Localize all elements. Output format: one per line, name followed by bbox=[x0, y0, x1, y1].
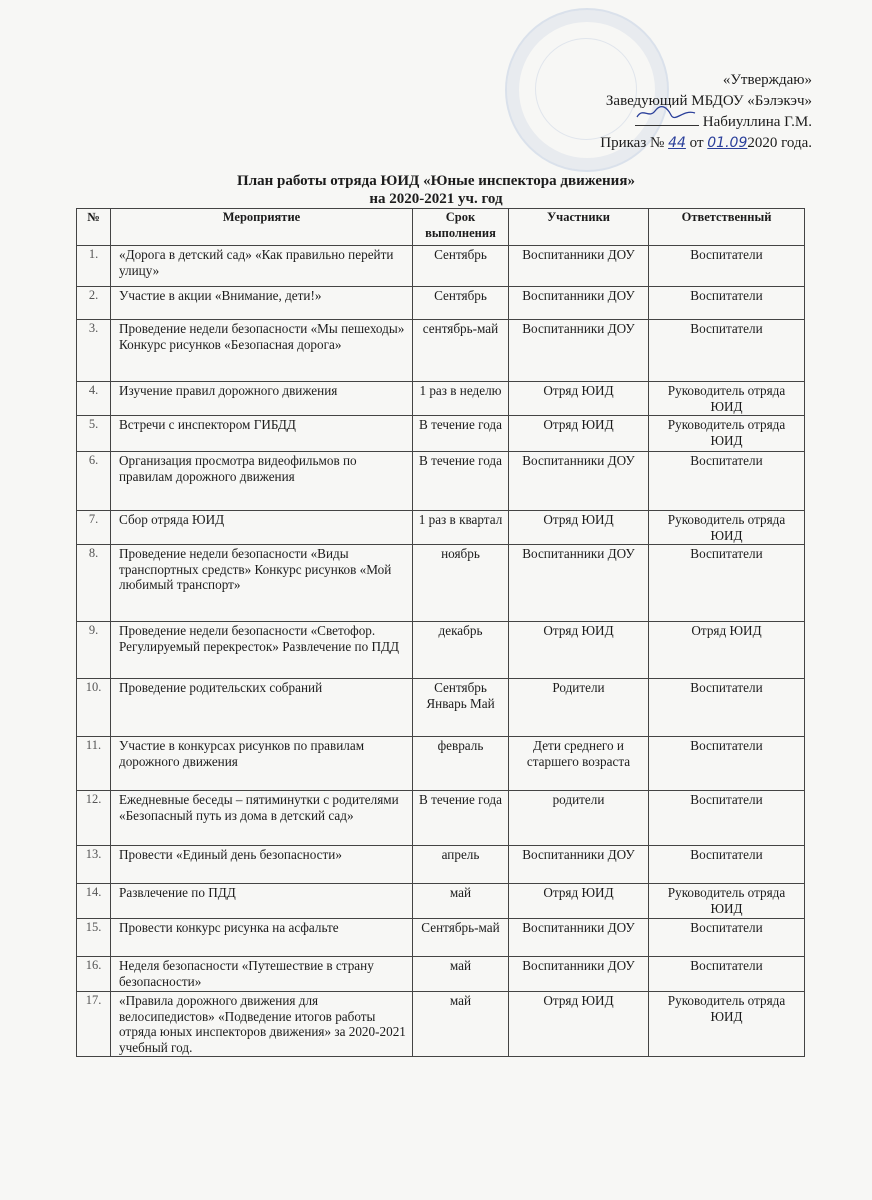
row-responsible: Воспитатели bbox=[649, 957, 805, 992]
row-term: Сентябрь bbox=[413, 287, 509, 320]
row-responsible: Воспитатели bbox=[649, 737, 805, 791]
row-term: Сентябрь bbox=[413, 246, 509, 287]
row-num: 12. bbox=[77, 791, 111, 846]
table-row bbox=[77, 992, 805, 1057]
table-row bbox=[77, 511, 805, 545]
row-responsible: Руководитель отряда ЮИД bbox=[649, 884, 805, 919]
row-responsible: Воспитатели bbox=[649, 919, 805, 957]
row-event: Встречи с инспектором ГИБДД bbox=[111, 416, 413, 452]
row-num: 5. bbox=[77, 416, 111, 452]
row-term: Сентябрь Январь Май bbox=[413, 679, 509, 737]
row-num: 7. bbox=[77, 511, 111, 545]
row-event: Изучение правил дорожного движения bbox=[111, 382, 413, 416]
row-event: Провести конкурс рисунка на асфальте bbox=[111, 919, 413, 957]
row-participants: Воспитанники ДОУ bbox=[509, 846, 649, 884]
row-participants: Воспитанники ДОУ bbox=[509, 287, 649, 320]
row-term: ноябрь bbox=[413, 545, 509, 622]
row-participants: родители bbox=[509, 791, 649, 846]
row-participants: Воспитанники ДОУ bbox=[509, 246, 649, 287]
row-event: Проведение недели безопасности «Светофор. Регулируемый перекресток» Развлечение по ПДД bbox=[111, 622, 413, 679]
row-participants: Дети среднего и старшего возраста bbox=[509, 737, 649, 791]
col-event: Мероприятие bbox=[111, 209, 413, 246]
row-event: Проведение недели безопасности «Мы пешеходы» Конкурс рисунков «Безопасная дорога» bbox=[111, 320, 413, 382]
row-responsible: Руководитель отряда ЮИД bbox=[649, 992, 805, 1057]
row-participants: Отряд ЮИД bbox=[509, 992, 649, 1057]
row-responsible: Воспитатели bbox=[649, 246, 805, 287]
row-num: 1. bbox=[77, 246, 111, 287]
row-event: Развлечение по ПДД bbox=[111, 884, 413, 919]
row-participants: Воспитанники ДОУ bbox=[509, 320, 649, 382]
order-number: 44 bbox=[668, 135, 686, 151]
table-row bbox=[77, 382, 805, 416]
row-participants: Воспитанники ДОУ bbox=[509, 919, 649, 957]
row-num: 15. bbox=[77, 919, 111, 957]
col-responsible: Ответственный bbox=[649, 209, 805, 246]
row-event: Сбор отряда ЮИД bbox=[111, 511, 413, 545]
order-line: Приказ № 44 от 01.092020 года. bbox=[600, 135, 812, 151]
row-participants: Отряд ЮИД bbox=[509, 416, 649, 452]
row-term: май bbox=[413, 884, 509, 919]
table-row bbox=[77, 320, 805, 382]
col-participants: Участники bbox=[509, 209, 649, 246]
table-row bbox=[77, 884, 805, 919]
order-date: 01.09 bbox=[707, 135, 748, 151]
row-num: 13. bbox=[77, 846, 111, 884]
row-term: декабрь bbox=[413, 622, 509, 679]
row-term: В течение года bbox=[413, 416, 509, 452]
approve-name: Набиуллина Г.М. bbox=[702, 114, 812, 130]
row-responsible: Руководитель отряда ЮИД bbox=[649, 416, 805, 452]
row-term: В течение года bbox=[413, 452, 509, 511]
row-term: 1 раз в квартал bbox=[413, 511, 509, 545]
table-row bbox=[77, 246, 805, 287]
row-num: 9. bbox=[77, 622, 111, 679]
row-participants: Воспитанники ДОУ bbox=[509, 957, 649, 992]
row-participants: Отряд ЮИД bbox=[509, 511, 649, 545]
plan-table bbox=[76, 208, 805, 1057]
row-event: Провести «Единый день безопасности» bbox=[111, 846, 413, 884]
row-event: Участие в конкурсах рисунков по правилам дорожного движения bbox=[111, 737, 413, 791]
document-title: План работы отряда ЮИД «Юные инспектора движения» на 2020-2021 уч. год bbox=[237, 173, 635, 207]
row-num: 3. bbox=[77, 320, 111, 382]
table-row bbox=[77, 846, 805, 884]
row-responsible: Воспитатели bbox=[649, 287, 805, 320]
row-term: Сентябрь-май bbox=[413, 919, 509, 957]
table-row bbox=[77, 622, 805, 679]
signature bbox=[635, 113, 699, 126]
col-num: № bbox=[77, 209, 111, 246]
row-event: Организация просмотра видеофильмов по правилам дорожного движения bbox=[111, 452, 413, 511]
row-term: май bbox=[413, 992, 509, 1057]
row-responsible: Отряд ЮИД bbox=[649, 622, 805, 679]
row-responsible: Воспитатели bbox=[649, 320, 805, 382]
row-event: «Дорога в детский сад» «Как правильно перейти улицу» bbox=[111, 246, 413, 287]
row-responsible: Воспитатели bbox=[649, 791, 805, 846]
row-num: 4. bbox=[77, 382, 111, 416]
row-event: Проведение родительских собраний bbox=[111, 679, 413, 737]
row-num: 6. bbox=[77, 452, 111, 511]
row-event: Проведение недели безопасности «Виды транспортных средств» Конкурс рисунков «Мой любимый транспорт» bbox=[111, 545, 413, 622]
approve-signature-line bbox=[600, 112, 812, 133]
row-event: Ежедневные беседы – пятиминутки с родителями «Безопасный путь из дома в детский сад» bbox=[111, 791, 413, 846]
table-row bbox=[77, 416, 805, 452]
table-row bbox=[77, 791, 805, 846]
approve-position: Заведующий МБДОУ «Бэлэкэч» bbox=[605, 93, 812, 109]
row-event: Участие в акции «Внимание, дети!» bbox=[111, 287, 413, 320]
approval-block bbox=[600, 70, 812, 154]
row-event: «Правила дорожного движения для велосипедистов» «Подведение итогов работы отряда юных инспекторов движения» за 2020-2021 учебный год. bbox=[111, 992, 413, 1057]
row-participants: Родители bbox=[509, 679, 649, 737]
table-header-row bbox=[77, 209, 805, 246]
row-participants: Отряд ЮИД bbox=[509, 884, 649, 919]
row-participants: Отряд ЮИД bbox=[509, 622, 649, 679]
row-responsible: Воспитатели bbox=[649, 545, 805, 622]
row-participants: Отряд ЮИД bbox=[509, 382, 649, 416]
row-num: 8. bbox=[77, 545, 111, 622]
table-row bbox=[77, 919, 805, 957]
row-responsible: Руководитель отряда ЮИД bbox=[649, 511, 805, 545]
row-term: В течение года bbox=[413, 791, 509, 846]
row-num: 10. bbox=[77, 679, 111, 737]
col-term: Срок выполнения bbox=[413, 209, 509, 246]
row-participants: Воспитанники ДОУ bbox=[509, 452, 649, 511]
row-responsible: Воспитатели bbox=[649, 846, 805, 884]
row-num: 14. bbox=[77, 884, 111, 919]
row-num: 2. bbox=[77, 287, 111, 320]
table-row bbox=[77, 679, 805, 737]
approve-title: «Утверждаю» bbox=[722, 72, 812, 88]
table-row bbox=[77, 737, 805, 791]
row-num: 17. bbox=[77, 992, 111, 1057]
table-row bbox=[77, 545, 805, 622]
table-row bbox=[77, 452, 805, 511]
row-term: февраль bbox=[413, 737, 509, 791]
row-responsible: Воспитатели bbox=[649, 679, 805, 737]
row-responsible: Воспитатели bbox=[649, 452, 805, 511]
row-event: Неделя безопасности «Путешествие в страну безопасности» bbox=[111, 957, 413, 992]
table-row bbox=[77, 287, 805, 320]
table-row bbox=[77, 957, 805, 992]
row-num: 16. bbox=[77, 957, 111, 992]
row-num: 11. bbox=[77, 737, 111, 791]
row-participants: Воспитанники ДОУ bbox=[509, 545, 649, 622]
row-term: май bbox=[413, 957, 509, 992]
row-term: сентябрь-май bbox=[413, 320, 509, 382]
row-term: 1 раз в неделю bbox=[413, 382, 509, 416]
row-term: апрель bbox=[413, 846, 509, 884]
row-responsible: Руководитель отряда ЮИД bbox=[649, 382, 805, 416]
